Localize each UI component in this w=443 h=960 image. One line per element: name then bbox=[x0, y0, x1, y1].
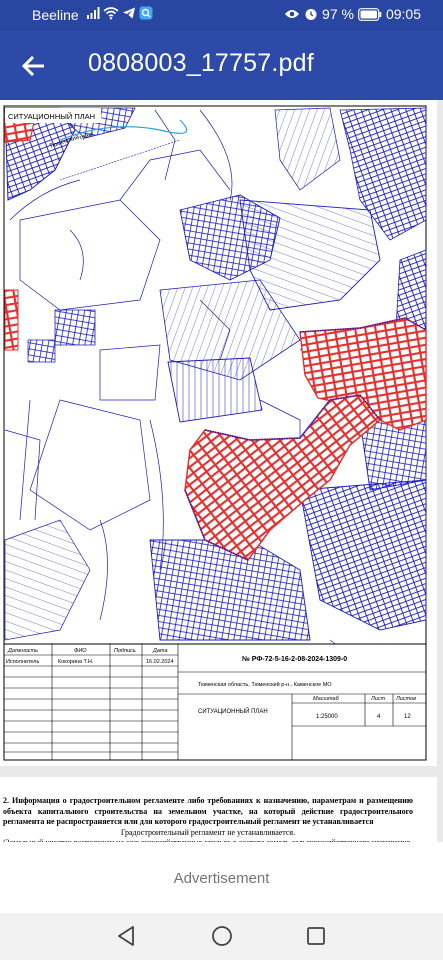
scale-value: 1:25000 bbox=[316, 714, 338, 720]
wifi-icon bbox=[103, 6, 119, 20]
sheet-title: СИТУАЦИОННЫЙ ПЛАН bbox=[198, 709, 268, 715]
back-arrow-icon[interactable] bbox=[20, 52, 48, 80]
stamp-row-name: Кокорина Т.Н. bbox=[58, 659, 94, 665]
map-title: СИТУАЦИОННЫЙ ПЛАН bbox=[8, 112, 96, 121]
page2-heading: 2. Информация о градостроительном регламенте либо требованиях к назначению, параметрам и размещению объекта капитального строительства на земельном участке, на который действие градостроительного регламента не распространяется или для которого градостроительный регламент не устанавливается bbox=[3, 796, 413, 826]
advertisement-label: Advertisement bbox=[173, 870, 270, 887]
recents-nav-icon[interactable] bbox=[305, 925, 327, 947]
sheet-value: 4 bbox=[377, 714, 381, 720]
signal-icon bbox=[86, 6, 100, 20]
stamp-row-date: 16.02.2024 bbox=[146, 659, 174, 665]
telegram-icon bbox=[122, 6, 136, 20]
stamp-header-date: Дата bbox=[153, 648, 168, 654]
status-icons bbox=[86, 6, 153, 20]
battery-percent: 97 % bbox=[322, 6, 354, 22]
stamp-header-signature: Подпись bbox=[114, 648, 136, 654]
home-nav-icon[interactable] bbox=[211, 925, 233, 947]
stamp-header-name: ФИО bbox=[74, 648, 87, 654]
sheet-header: Лист bbox=[371, 696, 386, 702]
doc-number: № РФ-72-5-16-2-08-2024-1309-0 bbox=[242, 656, 348, 663]
eye-icon bbox=[284, 8, 300, 20]
battery-icon bbox=[358, 8, 382, 21]
stamp-header-position: Должность bbox=[8, 648, 39, 654]
back-nav-icon[interactable] bbox=[116, 925, 138, 947]
location: Тюменская область, Тюменский р-н., Каменское МО bbox=[198, 682, 332, 688]
scale-header: Масштаб bbox=[313, 696, 339, 702]
navigation-bar bbox=[0, 913, 443, 960]
page2-line2: Градостроительный регламент не устанавливается. bbox=[120, 827, 296, 837]
sheets-value: 12 bbox=[404, 714, 411, 720]
status-right bbox=[284, 6, 421, 22]
situational-plan-map bbox=[0, 100, 437, 766]
sheets-header: Листов bbox=[396, 696, 417, 702]
carrier-name: Beeline bbox=[32, 7, 79, 23]
advertisement-area[interactable] bbox=[0, 842, 443, 913]
pdf-page bbox=[0, 100, 437, 766]
road-label-2: тракт bbox=[78, 131, 95, 142]
road-label-1: Тюменский bbox=[48, 134, 81, 150]
stamp-row-position: Исполнитель bbox=[6, 659, 40, 665]
pdf-viewer[interactable] bbox=[0, 100, 443, 842]
app-bar bbox=[0, 31, 443, 100]
document-title: 0808003_17757.pdf bbox=[88, 49, 314, 77]
app-notification-icon bbox=[139, 6, 153, 20]
status-bar bbox=[0, 0, 443, 31]
clock: 09:05 bbox=[385, 6, 421, 22]
title-block bbox=[4, 644, 426, 760]
alarm-icon bbox=[304, 7, 318, 21]
